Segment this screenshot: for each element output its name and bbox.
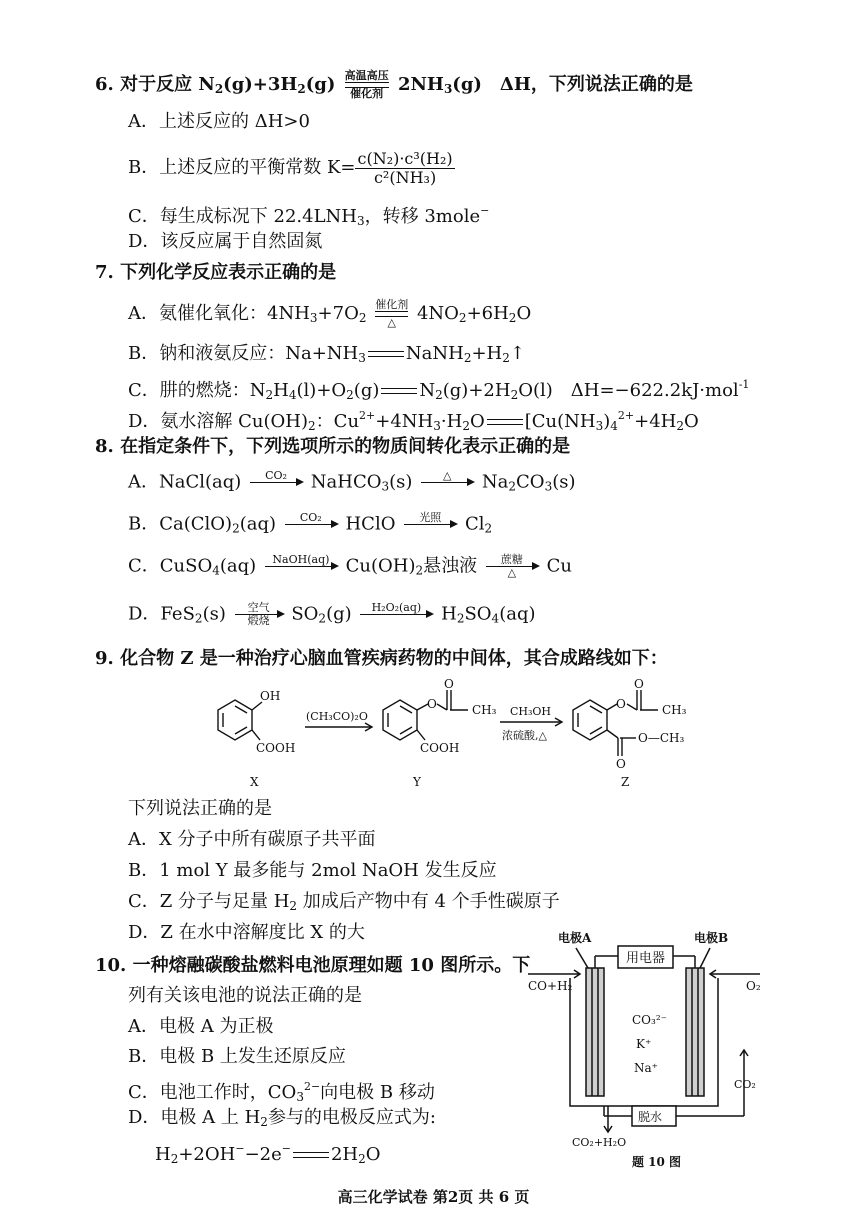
figure-caption: 题 10 图 xyxy=(632,1155,682,1169)
synthesis-scheme xyxy=(200,672,720,792)
q6-option-a: A．上述反应的 ΔH>0 xyxy=(128,111,310,132)
q9-sub-stem: 下列说法正确的是 xyxy=(128,798,272,819)
fuel-cell-diagram xyxy=(528,928,778,1173)
label-co2-return: CO₂ xyxy=(734,1078,756,1091)
z-och3: O—CH₃ xyxy=(638,731,685,745)
electrode-b xyxy=(686,968,704,1096)
q6-option-b: B．上述反应的平衡常数 K= $\frac{\text{c(N₂)·c³(H₂)}}{\text{c²(NH₃)}}$ xyxy=(128,148,453,187)
label-electrode-a: 电极A xyxy=(558,931,592,945)
q9-stem: 9. 化合物 Z 是一种治疗心脑血管疾病药物的中间体，其合成路线如下： xyxy=(95,648,668,669)
q7-option-b: B．钠和液氨反应：$Na+NH_3$ $NaNH_2+H_2↑$ xyxy=(128,343,525,365)
x-cooh: COOH xyxy=(256,741,296,755)
z-carbonyl-o2: O xyxy=(616,757,626,771)
q10-option-a: A．电极 A 为正极 xyxy=(128,1016,274,1037)
q8-stem: 8. 在指定条件下，下列选项所示的物质间转化表示正确的是 xyxy=(95,436,571,457)
y-ester-o: O xyxy=(427,697,437,711)
equilibrium-constant-fraction: $\frac{\text{c(N₂)·c³(H₂)}}{\text{c²(NH₃)}}$ xyxy=(357,148,453,187)
q9-option-b: B．1 mol Y 最多能与 2mol NaOH 发生反应 xyxy=(128,860,497,881)
q8-option-d: D．FeS$_2$(s) 空气 煅烧 $SO_2(g)$ H₂O₂(aq) $H_2SO_4(aq)$ xyxy=(128,601,536,627)
label-ion-carbonate: CO₃²⁻ xyxy=(632,1013,667,1027)
q10-electrode-equation: $H_2+2OH^--2e^-$ $2H_2O$ xyxy=(155,1142,381,1166)
q7-stem: 7. 下列化学反应表示正确的是 xyxy=(95,262,337,283)
q6-stem: 6. 对于反应 $N_2(g)+3H_2(g)$ 高温高压 催化剂 $2NH_3(g)$ ΔH，下列说法正确的是 xyxy=(95,69,693,100)
label-ion-sodium: Na⁺ xyxy=(634,1061,658,1075)
x-oh: OH xyxy=(260,689,281,703)
label-inlet-right: O₂ xyxy=(746,979,761,993)
q6-option-c: C．每生成标况下 $22.4LNH_3$，转移 3mole− xyxy=(128,204,490,228)
q10-option-d: D．电极 A 上 $H_2$参与的电极反应式为: xyxy=(128,1107,437,1129)
label-dehydrate: 脱水 xyxy=(638,1110,663,1124)
q8-option-a: A．NaCl(aq) CO₂ NaHCO$_3$(s) △ $Na_2CO_3(s)$ xyxy=(128,469,576,494)
z-ch3: CH₃ xyxy=(662,703,687,717)
page-footer: 高三化学试卷 第2页 共 6 页 xyxy=(337,1188,530,1206)
q8-option-c: C．CuSO$_4$(aq) NaOH(aq) $Cu(OH)_2$悬浊液 蔗糖 △ Cu xyxy=(128,553,573,579)
q10-option-b: B．电极 B 上发生还原反应 xyxy=(128,1046,346,1067)
reagent-2-bottom: 浓硫酸,△ xyxy=(502,729,547,742)
label-y: Y xyxy=(413,775,421,789)
q10-stem-line1: 10. 一种熔融碳酸盐燃料电池原理如题 10 图所示。下 xyxy=(95,955,531,976)
electrode-a xyxy=(586,968,604,1096)
q9-option-a: A．X 分子中所有碳原子共平面 xyxy=(128,829,376,850)
reagent-1: (CH₃CO)₂O xyxy=(306,710,368,723)
label-z: Z xyxy=(621,775,630,789)
label-ion-potassium: K⁺ xyxy=(636,1037,652,1051)
z-carbonyl-o: O xyxy=(634,677,644,691)
label-x: X xyxy=(250,775,259,789)
q7-option-d: D．氨水溶解 $Cu(OH)_2$：$Cu^{2+}+4NH_3\cdot H_2O$ [$Cu(NH_3)_4^{2+}+4H_2O$ xyxy=(128,409,699,433)
q9-option-c: C．Z 分子与足量 $H_2$ 加成后产物中有 4 个手性碳原子 xyxy=(128,891,560,913)
q10-option-c: C．电池工作时，$CO_3^{2-}$向电极 B 移动 xyxy=(128,1080,435,1104)
label-device: 用电器 xyxy=(626,951,666,966)
y-carbonyl-o: O xyxy=(444,677,454,691)
label-electrode-b: 电极B xyxy=(694,931,729,945)
z-ester-o: O xyxy=(616,697,626,711)
y-cooh: COOH xyxy=(420,741,460,755)
q7-option-a: A．氨催化氧化：$4NH_3+7O_2$ 催化剂 △ $4NO_2+6H_2O$ xyxy=(128,298,532,329)
label-inlet-left: CO+H₂ xyxy=(528,979,573,993)
q8-option-b: B．$Ca(ClO)_2(aq)$ CO₂ HClO 光照 $Cl_2$ xyxy=(128,511,493,536)
q9-option-d: D．Z 在水中溶解度比 X 的大 xyxy=(128,922,365,943)
q6-option-d: D．该反应属于自然固氮 xyxy=(128,231,323,252)
q6-condition: 高温高压 催化剂 xyxy=(344,69,389,100)
reagent-2-top: CH₃OH xyxy=(510,705,552,718)
q10-stem-line2: 列有关该电池的说法正确的是 xyxy=(128,985,362,1006)
q7-option-c: C．肼的燃烧：$N_2H_4(l)+O_2(g)$ $N_2(g)+2H_2O(l)$ ΔH=−622.2kJ·mol$^{-1}$ xyxy=(128,378,750,402)
label-outlet: CO₂+H₂O xyxy=(572,1136,627,1149)
y-ch3: CH₃ xyxy=(472,703,497,717)
